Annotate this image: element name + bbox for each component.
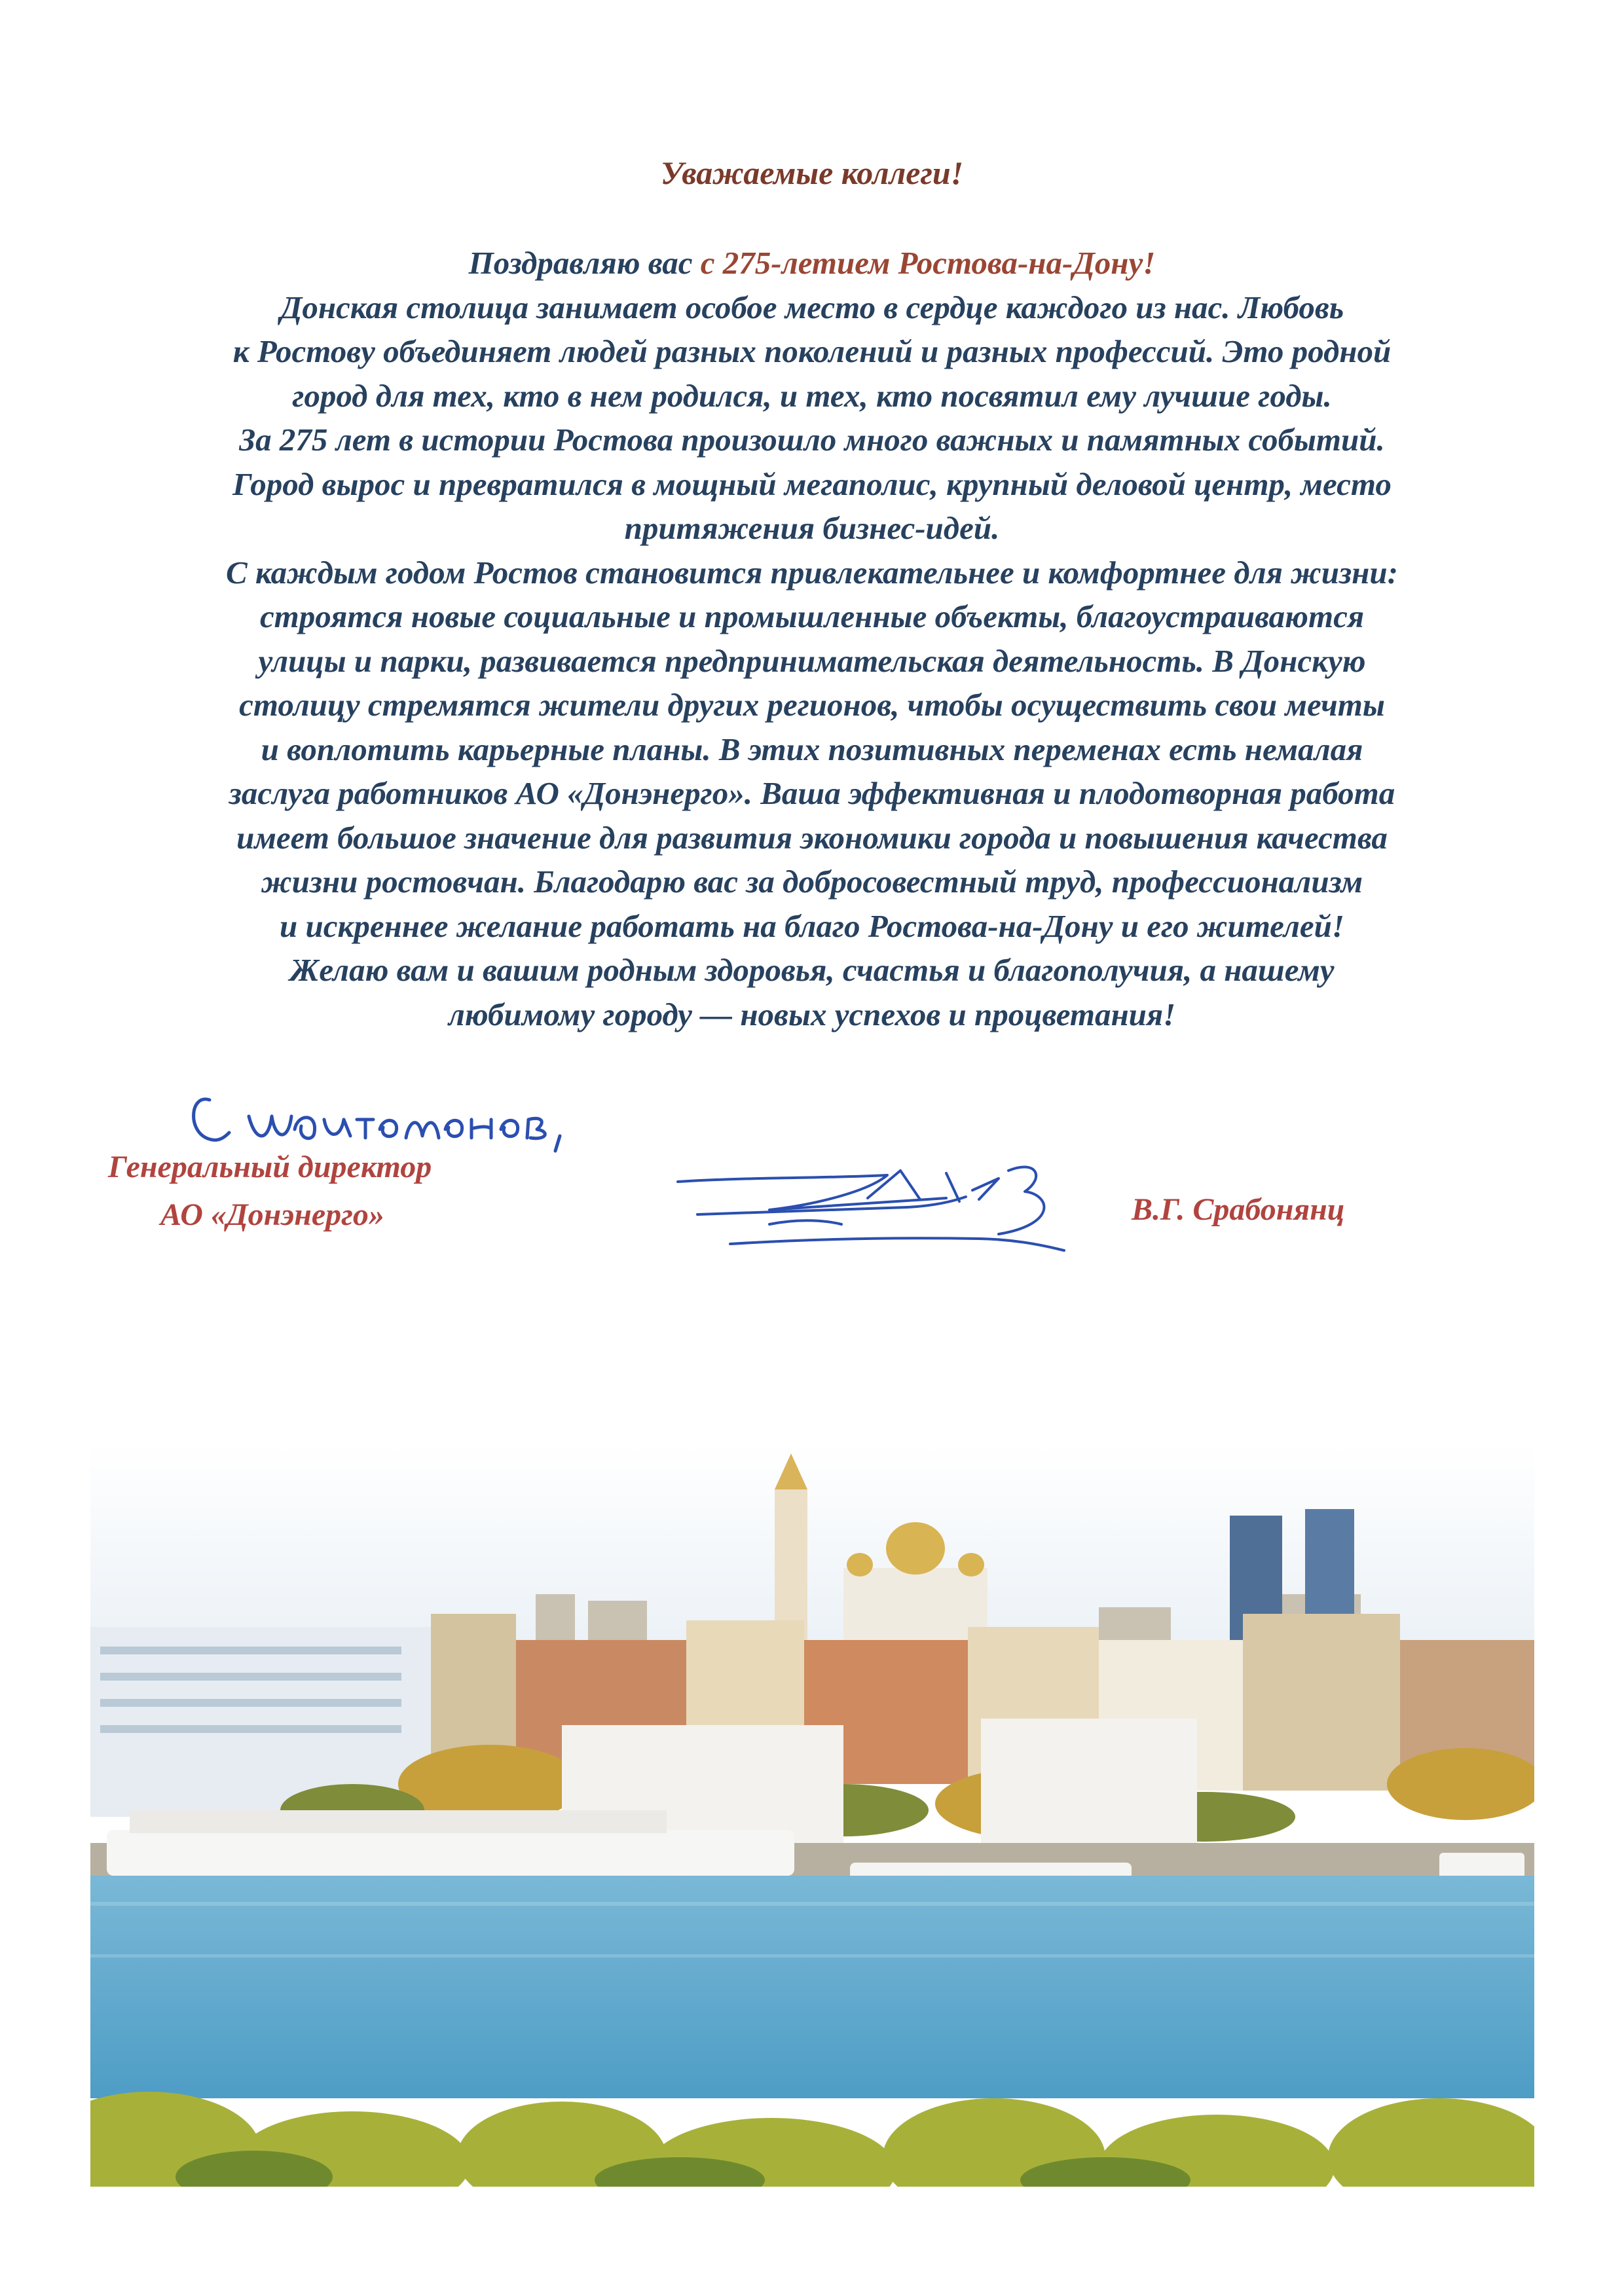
body-line-8: С каждым годом Ростов становится привлекательнее и комфортнее для жизни: — [226, 554, 1398, 591]
body-line-3: к Ростову объединяет людей разных поколений и разных профессий. Это родной — [232, 333, 1392, 369]
body-line-5: За 275 лет в истории Ростова произошло много важных и памятных событий. — [239, 422, 1385, 458]
body-line-12: и воплотить карьерные планы. В этих позитивных переменах есть немалая — [261, 731, 1363, 767]
body-line-4: город для тех, кто в нем родился, и тех, кто посвятил ему лучшие годы. — [292, 377, 1332, 414]
body-line-2: Донская столица занимает особое место в сердце каждого из нас. Любовь — [280, 289, 1344, 325]
signer-title-line-1: Генеральный директор — [108, 1150, 432, 1184]
body-line-6: Город вырос и превратился в мощный мегаполис, крупный деловой центр, место — [232, 465, 1392, 502]
body-line-16: и искреннее желание работать на благо Ростова-на-Дону и его жителей! — [280, 907, 1344, 944]
body-line-9: строятся новые социальные и промышленные объекты, благоустраиваются — [259, 598, 1365, 634]
body-line-1: Поздравляю вас с 275-летием Ростова-на-Дону! — [468, 245, 1156, 281]
signer-title-line-2: АО «Донэнерго» — [160, 1197, 384, 1232]
body-line-14: имеет большое значение для развития экономики города и повышения качества — [236, 819, 1388, 856]
handwritten-signature — [671, 1152, 1077, 1277]
letter-body — [92, 241, 1532, 1036]
body-line-18: любимому городу — новых успехов и процветания! — [448, 996, 1176, 1032]
signer-name: В.Г. Срабонянц — [1132, 1192, 1345, 1227]
body-line-13: заслуга работников АО «Донэнерго». Ваша эффективная и плодотворная работа — [229, 775, 1395, 811]
body-line-11: столицу стремятся жители других регионов, чтобы осуществить свои мечты — [239, 687, 1385, 723]
body-line-7: притяжения бизнес-идей. — [624, 510, 1000, 546]
body-line-15: жизни ростовчан. Благодарю вас за добросовестный труд, профессионализм — [261, 864, 1363, 900]
body-line-10: улицы и парки, развивается предпринимательская деятельность. В Донскую — [258, 642, 1366, 679]
body-line-17: Желаю вам и вашим родным здоровья, счастья и благополучия, а нашему — [289, 952, 1335, 988]
greeting: Уважаемые коллеги! — [660, 155, 964, 191]
city-panorama-photo — [90, 1444, 1534, 2187]
anniversary-highlight: с 275-летием Ростова-на-Дону! — [700, 245, 1156, 281]
